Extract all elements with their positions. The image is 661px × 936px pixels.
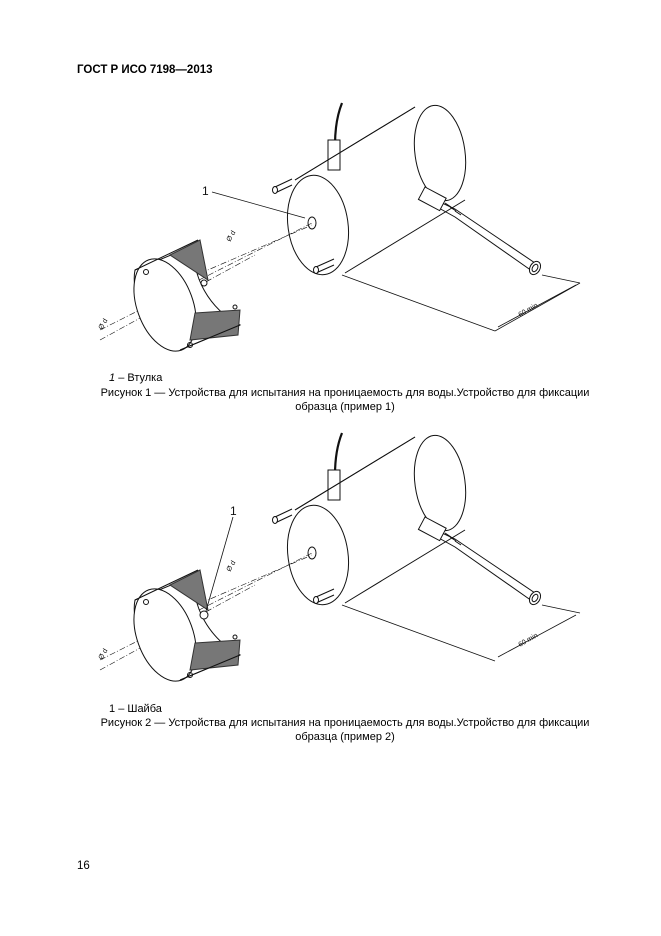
figure-1-caption: Рисунок 1 — Устройства для испытания на проницаемость для воды.Устройство для фиксации образца (пример 1) — [100, 387, 590, 413]
dimension-label: 60 min — [517, 302, 540, 319]
callout-number: 1 — [230, 504, 237, 518]
figure-2-drawing — [80, 425, 610, 695]
cable — [335, 433, 342, 475]
dimension-line — [342, 275, 580, 331]
cable — [335, 103, 342, 145]
legend-text: – Шайба — [118, 703, 162, 715]
legend-number: 1 — [109, 703, 116, 715]
dimension-label: 60 min — [517, 632, 540, 649]
cylinder-front-face — [281, 171, 354, 278]
page-number: 16 — [77, 860, 90, 872]
svg-text:Ø d: Ø d — [225, 229, 238, 243]
figure-2-caption: Рисунок 2 — Устройства для испытания на проницаемость для воды.Устройство для фиксации образца (пример 2) — [100, 717, 590, 743]
svg-text:Ø d: Ø d — [225, 559, 238, 573]
standard-header: ГОСТ Р ИСО 7198—2013 — [77, 64, 213, 76]
cable-sleeve — [328, 140, 340, 170]
figure-2-legend — [109, 703, 162, 715]
cable-sleeve — [328, 470, 340, 500]
svg-text:Ø d: Ø d — [97, 647, 110, 661]
svg-text:Ø d: Ø d — [97, 317, 110, 331]
cylinder-front-face — [281, 501, 354, 608]
figure-1-legend — [109, 372, 162, 384]
dimension-line — [342, 605, 580, 661]
sleeve-part — [122, 240, 240, 360]
cylinder-back-face — [409, 102, 472, 204]
cylinder-back-face — [409, 432, 472, 534]
legend-number: 1 — [109, 372, 116, 384]
legend-text: – Втулка — [118, 372, 163, 384]
washer-part — [122, 570, 240, 690]
callout-number: 1 — [202, 184, 209, 198]
figure-1-drawing — [80, 95, 610, 365]
